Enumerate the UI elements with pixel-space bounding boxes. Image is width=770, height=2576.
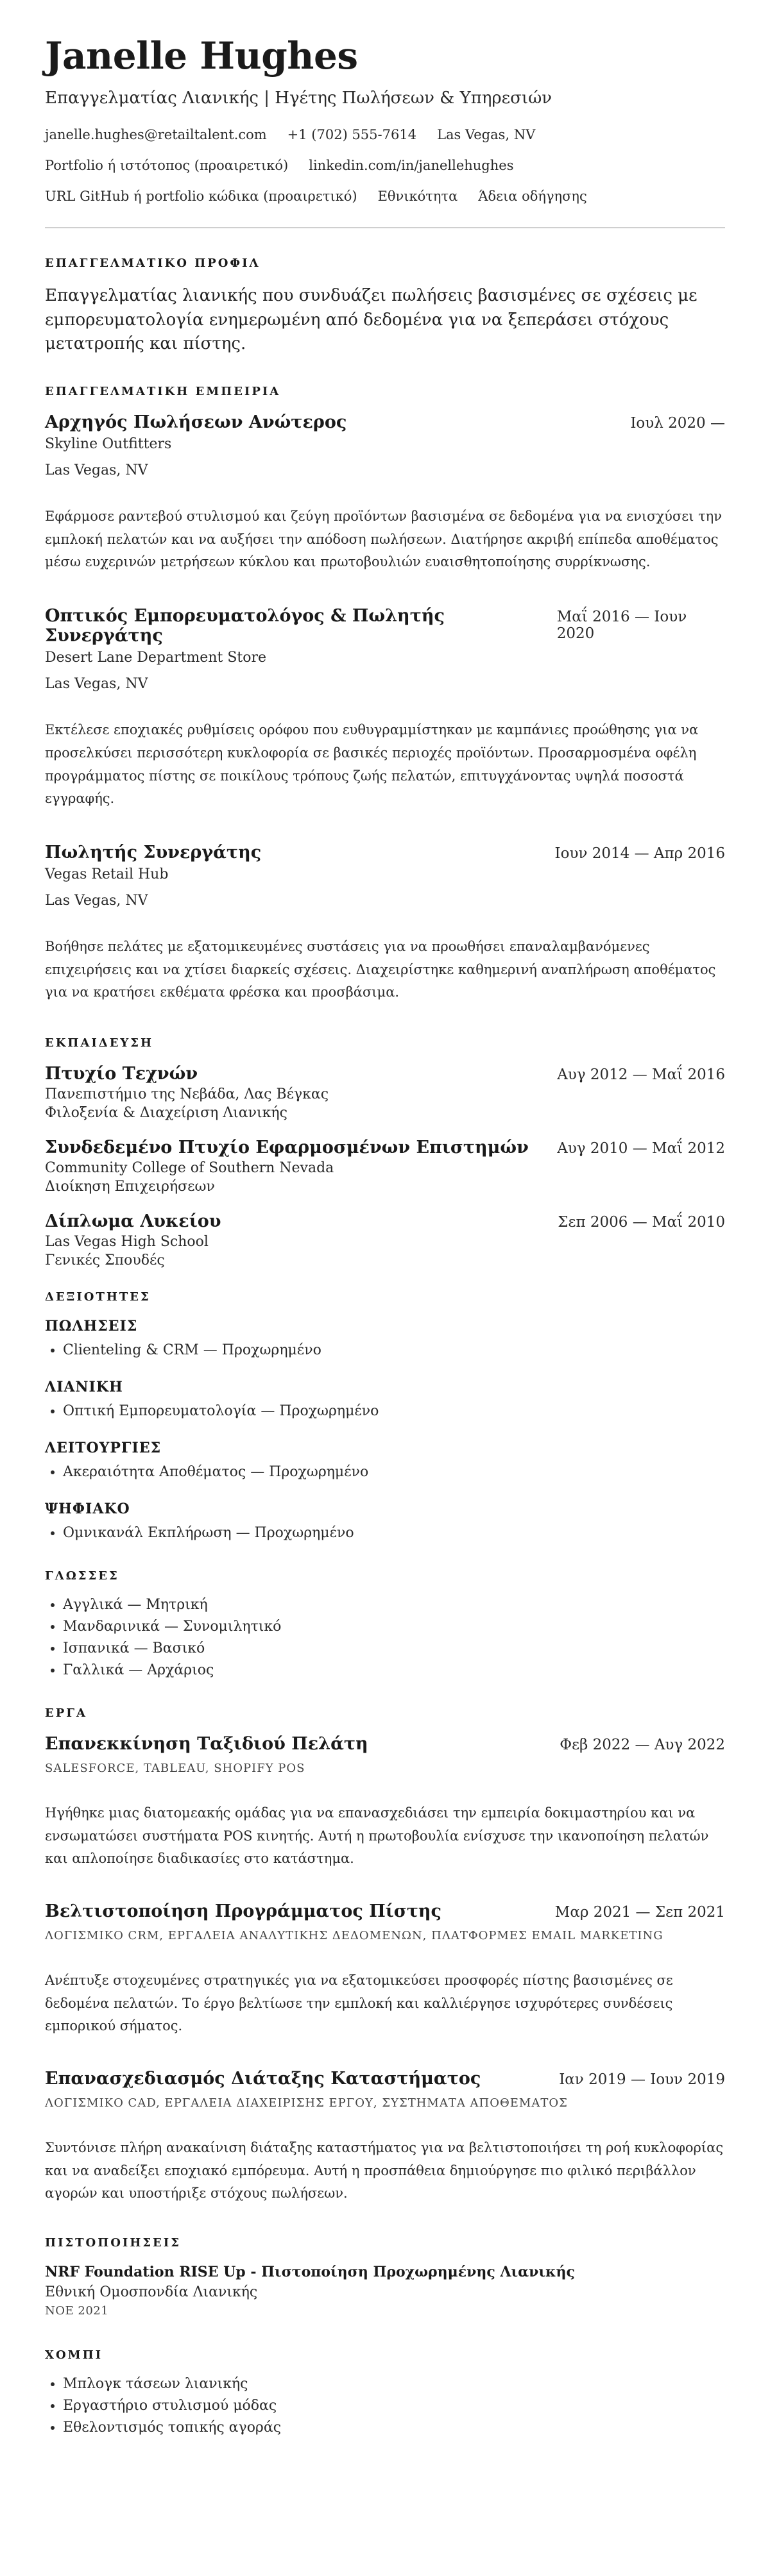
section-title-projects: ΕΡΓΑ <box>45 1706 87 1720</box>
contact-row <box>45 127 725 142</box>
project-dates: Ιαν 2019 — Ιουν 2019 <box>559 2071 725 2089</box>
section-title-hobbies: ΧΟΜΠΙ <box>45 2348 103 2362</box>
experience-item <box>45 606 725 811</box>
skills-section <box>45 1290 725 1541</box>
experience-item <box>45 412 725 574</box>
email-link[interactable]: janelle.hughes@retailtalent.com <box>45 127 267 142</box>
study-field: Γενικές Σπουδές <box>45 1252 165 1268</box>
project-title: Επανασχεδιασμός Διάταξης Καταστήματος <box>45 2069 481 2089</box>
school-name: Πανεπιστήμιο της Νεβάδα, Λας Βέγκας <box>45 1086 329 1102</box>
language-item: • Αγγλικά — Μητρική <box>63 1597 725 1613</box>
skill-item: • Οπτική Εμπορευματολογία — Προχωρημένο <box>63 1403 725 1419</box>
project-dates: Φεβ 2022 — Αυγ 2022 <box>560 1736 725 1753</box>
section-title-education: ΕΚΠΑΙΔΕΥΣΗ <box>45 1036 154 1050</box>
skill-category: ΛΙΑΝΙΚΗ <box>45 1378 123 1395</box>
portfolio-link[interactable]: Portfolio ή ιστότοπος (προαιρετικό) <box>45 158 289 173</box>
job-company: Skyline Outfitters <box>45 436 172 453</box>
skill-category: ΛΕΙΤΟΥΡΓΙΕΣ <box>45 1439 162 1456</box>
certifications-section <box>45 2236 725 2318</box>
skill-item: • Ομνικανάλ Εκπλήρωση — Προχωρημένο <box>63 1525 725 1541</box>
hobby-item: • Εθελοντισμός τοπικής αγοράς <box>63 2420 725 2436</box>
candidate-name: Janelle Hughes <box>45 34 358 78</box>
degree-title: Συνδεδεμένο Πτυχίο Εφαρμοσμένων Επιστημών <box>45 1137 529 1158</box>
school-name: Las Vegas High School <box>45 1233 209 1250</box>
section-title-skills: ΔΕΞΙΟΤΗΤΕΣ <box>45 1290 151 1304</box>
project-item <box>45 1734 725 1871</box>
project-title: Βελτιστοποίηση Προγράμματος Πίστης <box>45 1901 441 1921</box>
header-divider <box>45 227 725 228</box>
language-item: • Ισπανικά — Βασικό <box>63 1640 725 1656</box>
experience-item <box>45 843 725 1004</box>
section-title-experience: ΕΠΑΓΓΕΛΜΑΤΙΚΗ ΕΜΠΕΙΡΙΑ <box>45 385 281 399</box>
language-item: • Μανδαρινικά — Συνομιλητικό <box>63 1619 725 1635</box>
linkedin-link[interactable]: linkedin.com/in/janellehughes <box>309 158 514 173</box>
skill-category: ΠΩΛΗΣΕΙΣ <box>45 1317 138 1334</box>
degree-dates: Αυγ 2012 — Μαΐ 2016 <box>557 1066 725 1083</box>
job-location: Las Vegas, NV <box>45 892 148 909</box>
section-title-profile: ΕΠΑΓΓΕΛΜΑΤΙΚΟ ΠΡΟΦΙΛ <box>45 257 261 270</box>
project-tech: ΛΟΓΙΣΜΙΚΟ CRM, ΕΡΓΑΛΕΙΑ ΑΝΑΛΥΤΙΚΗΣ ΔΕΔΟΜΕΝΩΝ, ΠΛΑΤΦΟΡΜΕΣ EMAIL MARKETING <box>45 1929 663 1942</box>
job-description: Βοήθησε πελάτες με εξατομικευμένες συστάσεις για να προωθήσει επαναλαμβανόμενες επιχειρήσεις και να χτίσει διαρκείς σχέσεις. Διαχειρίστηκε καθημερινή αναπλήρωση αποθέματος για να κρατήσει εκθέματα φρέσκα και προσβάσιμα. <box>45 938 716 1000</box>
license-text: Άδεια οδήγησης <box>478 189 587 204</box>
project-title: Επανεκκίνηση Ταξιδιού Πελάτη <box>45 1733 368 1754</box>
education-section <box>45 1036 725 1268</box>
education-item <box>45 1064 725 1121</box>
skill-category: ΨΗΦΙΑΚΟ <box>45 1500 130 1517</box>
candidate-tagline: Επαγγελματίας Λιανικής | Ηγέτης Πωλήσεων & Υπηρεσιών <box>45 88 552 108</box>
skill-item: • Clienteling & CRM — Προχωρημένο <box>63 1342 725 1358</box>
language-item: • Γαλλικά — Αρχάριος <box>63 1662 725 1678</box>
education-item <box>45 1138 725 1195</box>
hobby-item: • Μπλογκ τάσεων λιανικής <box>63 2376 725 2392</box>
project-dates: Μαρ 2021 — Σεπ 2021 <box>554 1904 725 1921</box>
certification-title: NRF Foundation RISE Up - Πιστοποίηση Προχωρημένης Λιανικής <box>45 2264 575 2281</box>
project-item <box>45 1901 725 2038</box>
degree-title: Πτυχίο Τεχνών <box>45 1063 198 1084</box>
degree-title: Δίπλωμα Λυκείου <box>45 1211 221 1231</box>
job-dates: Ιουν 2014 — Απρ 2016 <box>554 845 725 862</box>
project-description: Συντόνισε πλήρη ανακαίνιση διάταξης καταστήματος για να βελτιστοποιήσει τη ροή κυκλοφορίας και να αναδείξει εποχιακό εμπόρευμα. Αυτή η προσπάθεια δημιούργησε πιο φιλικό περιβάλλον αγορών και υποστήριξε στόχους πωλήσεων. <box>45 2140 724 2201</box>
degree-dates: Αυγ 2010 — Μαΐ 2012 <box>557 1140 725 1157</box>
job-dates: Μαΐ 2016 — Ιουν 2020 <box>556 609 687 643</box>
job-location: Las Vegas, NV <box>45 462 148 479</box>
nationality-text: Εθνικότητα <box>377 189 458 204</box>
skill-list <box>45 1403 725 1419</box>
extra-row <box>45 189 725 204</box>
hobby-item: • Εργαστήριο στυλισμού μόδας <box>63 2398 725 2414</box>
skill-list <box>45 1464 725 1480</box>
school-name: Community College of Southern Nevada <box>45 1159 334 1176</box>
links-row <box>45 158 725 173</box>
languages-section <box>45 1569 725 1678</box>
github-link[interactable]: URL GitHub ή portfolio κώδικα (προαιρετικό) <box>45 189 357 204</box>
hobbies-section <box>45 2348 725 2436</box>
job-company: Vegas Retail Hub <box>45 866 169 882</box>
job-dates: Ιουλ 2020 — <box>630 415 725 432</box>
section-title-languages: ΓΛΩΣΣΕΣ <box>45 1569 119 1583</box>
project-description: Ανέπτυξε στοχευμένες στρατηγικές για να εξατομικεύσει προσφορές πίστης βασισμένες σε δεδομένα πελατών. Το έργο βελτίωσε την εμπλοκή και καλλιέργησε ισχυρότερες συνδέσεις εμπορικού σήματος. <box>45 1973 673 2034</box>
language-list <box>45 1597 725 1678</box>
job-location: Las Vegas, NV <box>45 676 148 693</box>
study-field: Διοίκηση Επιχειρήσεων <box>45 1178 215 1195</box>
phone-text: +1 (702) 555-7614 <box>287 127 417 142</box>
resume-header <box>45 34 725 204</box>
degree-dates: Σεπ 2006 — Μαΐ 2010 <box>558 1213 725 1231</box>
certification-date: ΝΟΕ 2021 <box>45 2304 109 2318</box>
skill-list <box>45 1525 725 1541</box>
job-title: Αρχηγός Πωλήσεων Ανώτερος <box>45 412 347 433</box>
job-description: Εφάρμοσε ραντεβού στυλισμού και ζεύγη προϊόντων βασισμένα σε δεδομένα για να ενισχύσει την εμπλοκή πελατών και να αυξήσει την απόδοση πωλήσεων. Διατήρησε ακριβή επίπεδα αποθέματος μέσω ευχερινών μετρήσεων κύκλου και πρωτοβουλιών ευαισθητοποίησης συρρίκνωσης. <box>45 509 723 570</box>
study-field: Φιλοξενία & Διαχείριση Λιανικής <box>45 1104 287 1121</box>
skill-list <box>45 1342 725 1358</box>
job-description: Εκτέλεσε εποχιακές ρυθμίσεις ορόφου που ευθυγραμμίστηκαν με καμπάνιες προώθησης για να προσελκύσει περισσότερη κυκλοφορία σε βασικές περιοχές προϊόντων. Προσαρμοσμένα οφέλη προγράμματος πίστης σε ποικίλους τρόπους ζωής πελατών, επιτυγχάνοντας υψηλά ποσοστά εγγραφής. <box>45 722 699 807</box>
job-company: Desert Lane Department Store <box>45 650 267 666</box>
certification-item <box>45 2264 725 2318</box>
profile-summary: Επαγγελματίας λιανικής που συνδυάζει πωλήσεις βασισμένες σε σχέσεις με εμπορευματολογία ενημερωμένη από δεδομένα για να ξεπεράσει στόχους μετατροπής και πίστης. <box>45 286 697 354</box>
hobby-list <box>45 2376 725 2436</box>
project-tech: SALESFORCE, TABLEAU, SHOPIFY POS <box>45 1761 305 1775</box>
job-title: Πωλητής Συνεργάτης <box>45 842 262 863</box>
experience-section <box>45 385 725 1004</box>
certification-issuer: Εθνική Ομοσπονδία Λιανικής <box>45 2284 258 2301</box>
project-item <box>45 2069 725 2205</box>
project-description: Ηγήθηκε μιας διατομεακής ομάδας για να επανασχεδιάσει την εμπειρία δοκιμαστηρίου και να ενσωματώσει συστήματα POS κινητής. Αυτή η πρωτοβουλία ενίσχυσε την ικανοποίηση πελατών και απλοποίησε διαδικασίες στο κατάστημα. <box>45 1805 709 1867</box>
section-title-certifications: ΠΙΣΤΟΠΟΙΗΣΕΙΣ <box>45 2236 181 2250</box>
education-item <box>45 1211 725 1268</box>
location-text: Las Vegas, NV <box>437 127 536 142</box>
job-title: Οπτικός Εμπορευματολόγος & Πωλητής Συνεργάτης <box>45 606 445 646</box>
projects-section <box>45 1706 725 2205</box>
project-tech: ΛΟΓΙΣΜΙΚΟ CAD, ΕΡΓΑΛΕΙΑ ΔΙΑΧΕΙΡΙΣΗΣ ΕΡΓΟΥ, ΣΥΣΤΗΜΑΤΑ ΑΠΟΘΕΜΑΤΟΣ <box>45 2096 568 2110</box>
skill-item: • Ακεραιότητα Αποθέματος — Προχωρημένο <box>63 1464 725 1480</box>
